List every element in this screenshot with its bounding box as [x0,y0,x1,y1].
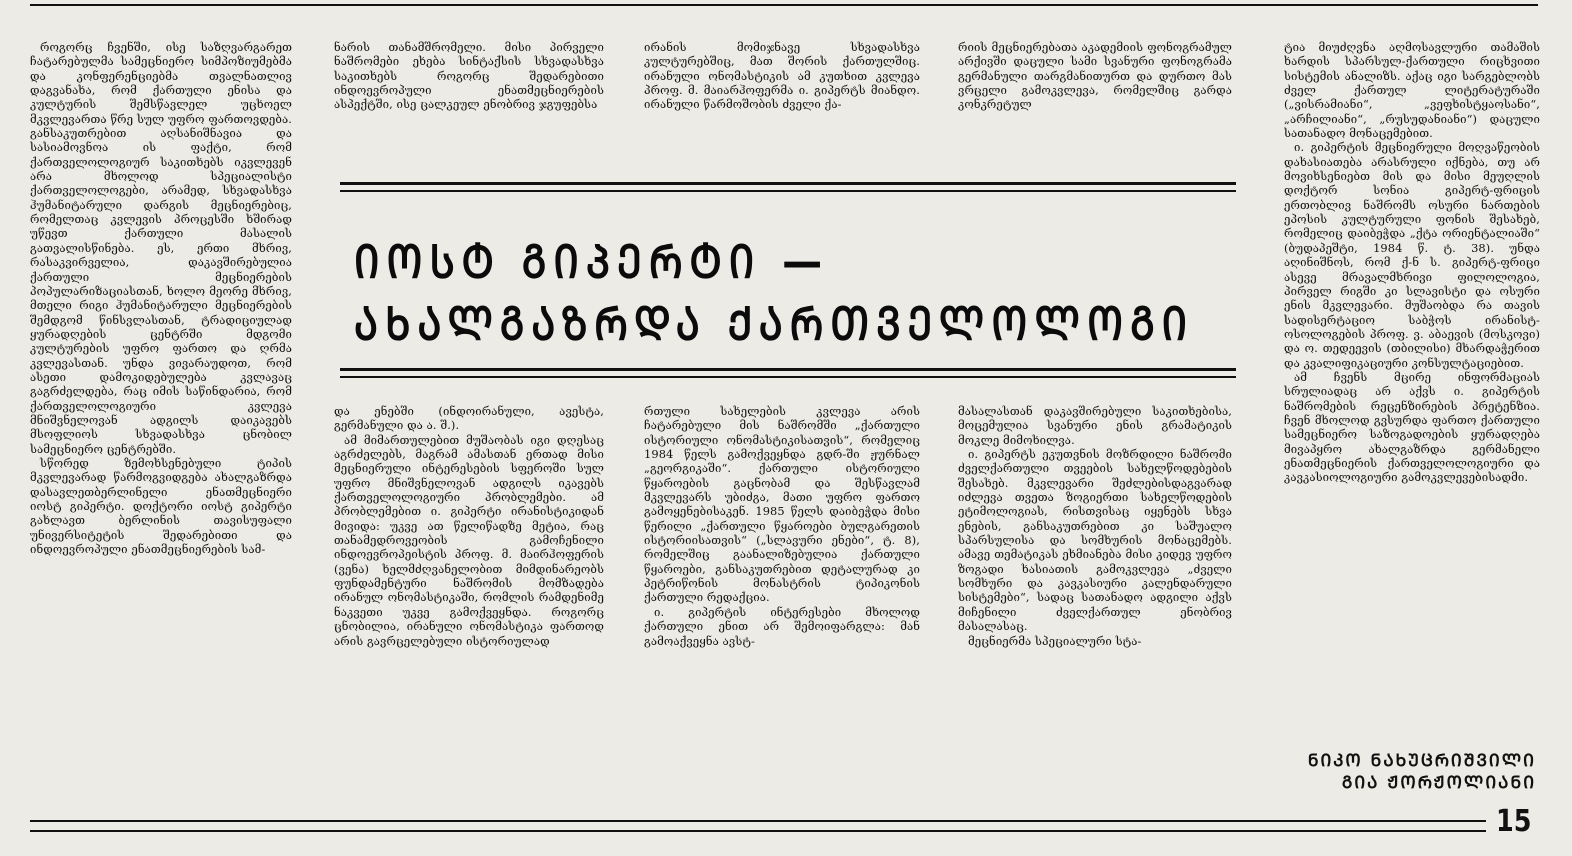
paragraph: რიის მეცნიერებათა აკადემიის ფონოგრამულ არქივში დაცული სამი სვანური ფონოგრამა გერმანული თარგმანითურთ და დურთო მას ვრცელი გამოკვლევა, რომელშიც გარდა კონკრეტულ [958,40,1232,112]
author-line-1: ᲜᲘᲙᲝ ᲜᲐᲮᲣᲪᲠᲘᲨᲕᲘᲚᲘ [1307,751,1536,771]
headline-line-1: ᲘᲝᲡᲢ ᲒᲘᲞᲔᲠᲢᲘ — [354,236,830,289]
paragraph: ამ მიმართულებით მუშაობას იგი დღესაც აგრძელებს, მაგრამ ამასთან ერთად მისი მეცნიერული ინტერესების სფეროში სულ უფრო მნიშვნელოვან ადგილს იკავებს ქართველოლოგიური პრობლემები. ამ პრობლემებით ი. გიპერტი ირანისტიკიდან მივიდა: უკვე ათ წელიწადზე მეტია, რაც თანამედროვეობის გამოჩენილი ინდოევროპეისტის პროფ. მ. მაირჰოფერის (ვენა) ხელმძღვანელობით მიმდინარეობს ფუნდამენტური ნაშრომის მომზადება ირანულ ონომასტიკაში, რომლის რამდენიმე ნაკვეთი უკვე გამოქვეყნდა. როგორც ცნობილია, ირანული ონომასტიკა ფართოდ არის გავრცელებული ისტორიულად [334,432,604,648]
column-4-top [958,40,1232,150]
top-rule [30,4,1538,6]
column-2-bottom [334,404,604,796]
headline-rule-top-1 [340,182,1236,185]
bottom-rule-2 [30,830,1486,832]
paragraph: სწორედ ზემოხსენებული ტიპის მკვლევარად წარმოგვიდგება ახალგაზრდა დასავლეთბერლინელი ენათმეცნიერი იოსტ გიპერტი. დოქტორი იოსტ გიპერტი გახლავთ ბერლინის თავისუფალი უნივერსიტეტის შედარებითი და ინდოევროპული ენათმეცნიერების სამ- [30,455,292,557]
paragraph: რთული სახელების კვლევა არის ჩატარებული მის ნაშრომში „ქართული ისტორიული ონომასტიკისათვის“, რომელიც 1984 წელს გამოქვეყნდა გდრ-ში ჟურნალ „გეორგიკაში“. ქართული ისტორიული წყაროების გაცნობამ და შესწავლამ მკვლევარს უბიძგა, მათი უფრო ფართო გამოყენებისაკენ. 1985 წელს დაიბეჭდა მისი წერილი „ქართული წყაროები ბულგარეთის ისტორიისათვის“ („სლავური ენები“, ტ. 8), რომელშიც გაანალიზებულია ქართული წყაროები, განსაკუთრებით დეტალურად კი პეტრიწონის მონასტრის ტიპიკონის ქართული რედაქცია. [644,404,920,605]
author-line-2: ᲒᲘᲐ ᲟᲝᲠᲟᲝᲚᲘᲐᲜᲘ [1341,773,1536,793]
paragraph: ტია მიუძღვნა აღმოსავლური თამაშის ხარდის სპარსულ-ქართული რიცხვითი სისტემის ანალიზს. აქაც იგი სარგებლობს ძველ ქართულ ლიტერატურაში („ვისრამიანი“, „ვეფხისტყაოსანი“, „არჩილიანი“, „რუსუდანიანი“) დაცული სათანადო მონაცემებით. [1284,40,1540,141]
page-number: 15 [1496,804,1532,839]
paragraph: ამ ჩვენს მცირე ინფორმაციას სრულიადაც არ აქვს ი. გიპერტის ნაშრომების რეცენზირების პრეტენზია. ჩვენ მხოლოდ გვსურდა ფართო ქართული სამეცნიერო საზოგადოების ყურადღება მივაპყრო ახალგაზრდა გერმანელი ენათმეცნიერის ქართველოლოგიური და კავკასიოლოგიური გამოკვლევებისადმი. [1284,369,1540,485]
column-2-top [334,40,604,150]
column-4-bottom [958,404,1232,796]
bottom-rule-1 [30,820,1486,822]
paragraph: ირანის მომიჯნავე სხვადასხვა კულტურებშიც, მათ შორის ქართულშიც. ირანული ონომასტიკის ამ კუთხით კვლევა პროფ. მ. მაიარჰოფერმა ი. გიპერტს მიანდო. ირანული წარმოშობის ძველი ქა- [644,40,920,112]
column-1 [30,40,292,795]
paragraph: მეცნიერმა სპეციალური სტა- [968,633,1142,648]
column-5 [1284,40,1540,740]
paragraph: ი. გიპერტის ინტერესები მხოლოდ ქართული ენით არ შემოიფარგლა: მან გამოაქვეყნა ავსტ- [644,604,920,648]
paragraph: ნარის თანამშრომელი. მისი პირველი ნაშრომები ეხება სინტაქსის სხვადასხვა საკითხებს როგორც შედარებითი ინდოევროპული ენათმეცნიერების ასპექტში, ისე ცალკეულ ენობრივ ჯგუფებსა [334,40,604,112]
headline-line-2: ᲐᲮᲐᲚᲒᲐᲖᲠᲓᲐ ᲥᲐᲠᲗᲕᲔᲚᲝᲚᲝᲒᲘ [354,298,1195,351]
column-3-bottom [644,404,920,796]
paragraph: ი. გიპერტს ეკუთვნის მოზრდილი ნაშრომი ძველქართული თვეების სახელწოდებების შესახებ. მკვლევარი შეძლებისდაგვარად იძლევა თვეთა ზოგიერთი სახელწოდების ეტიმოლოგიას, რისთვისაც იყენებს სხვა ენების, განსაკუთრებით კი საშუალო სპარსულისა და სომხურის მონაცემებს. ამავე თემატიკას ეხმიანება მისი კიდევ უფრო ზოგადი ხასიათის გამოკვლევა „ძველი სომხური და კავკასიური კალენდარული სისტემები“, სადაც სათანადო ადგილი აქვს მიჩენილი ძველქართულ ენობრივ მასალასაც. [958,447,1232,634]
paragraph: ი. გიპერტის მეცნიერული მოღვაწეობის დახასიათება არასრული იქნება, თუ არ მოვიხსენიებთ მის და მისი მეუღლის დოქტორ სონია გიპერტ-ფრიცის ერთობლივ ნაშრომს ოსური ნართების ეპოსის კულტურული ფონის შესახებ, რომელიც დაიბეჭდა „ქტა ორიენტალიაში“ (ბუდაპეშტი, 1984 წ. ტ. 38). უნდა აღინიშნოს, რომ ქ-ნ ს. გიპერტ-ფრიცი ასევე მრავალმხრივი ფილოლოგია, პირველ რიგში კი სლავისტი და ოსური ენის მკვლევარი. მუშაობდა რა თავის სადისერტაციო საბჭოს ირანისტ-ოსოლოგების პროფ. ვ. აბაევის (მოსკოვი) და ო. თედეევის (თბილისი) მხარდაჭერით და კვალიფიკაციური კონსულტაციებით. [1284,140,1540,370]
headline-rule-bottom-2 [340,376,1236,378]
paragraph: როგორც ჩვენში, ისე საზღვარგარეთ ჩატარებულმა სამეცნიერო სიმპოზიუმებმა და კონფერენციებმა თვალნათლივ დაგვანახა, რომ ქართული ენისა და კულტურის შემსწავლელ უცხოელ მკვლევართა წრე სულ უფრო ფართოვდება. განსაკუთრებით აღსანიშნავია და სასიამოვნოა ის ფაქტი, რომ ქართველოლოგიურ საკითხებს იკვლევენ არა მხოლოდ სპეციალისტი ქართველოლოგები, არამედ, სხვადასხვა ჰუმანიტარული დარგის მეცნიერებიც, რომელთაც კვლევის პროცესში ხშირად უწევთ ქართული მასალის გათვალისწინება. ეს, ერთი მხრივ, რასაკვირველია, დაკავშირებულია ქართული მეცნიერების პოპულარიზაციასთან, ხოლო მეორე მხრივ, მთელი რიგი ჰუმანიტარული მეცნიერების შემდგომ წინსვლასთან, ტრადიციულად ყურადღების ცენტრში მდგომი კულტურების უფრო ფართო და ღრმა კვლევასთან. უნდა ვივარაუდოთ, რომ ასეთი დამოკიდებულება კვლავაც გაგრძელდება, რაც იმის საწინდარია, რომ ქართველოლოგიური კვლევა მნიშვნელოვან ადგილს დაიკავებს მსოფლიოს სხვადასხვა ცნობილ სამეცნიერო ცენტრებში. [30,40,292,456]
paragraph: მასალასთან დაკავშირებული საკითხებისა, მოცემულია სვანური ენის გრამატიკის მოკლე მიმოხილვა. [958,404,1232,447]
column-3-top [644,40,920,150]
headline-rule-top-2 [340,190,1236,192]
headline-rule-bottom-1 [340,368,1236,371]
paragraph: და ენებში (ინდოირანული, ავესტა, გერმანული და ა. შ.). [334,404,604,433]
